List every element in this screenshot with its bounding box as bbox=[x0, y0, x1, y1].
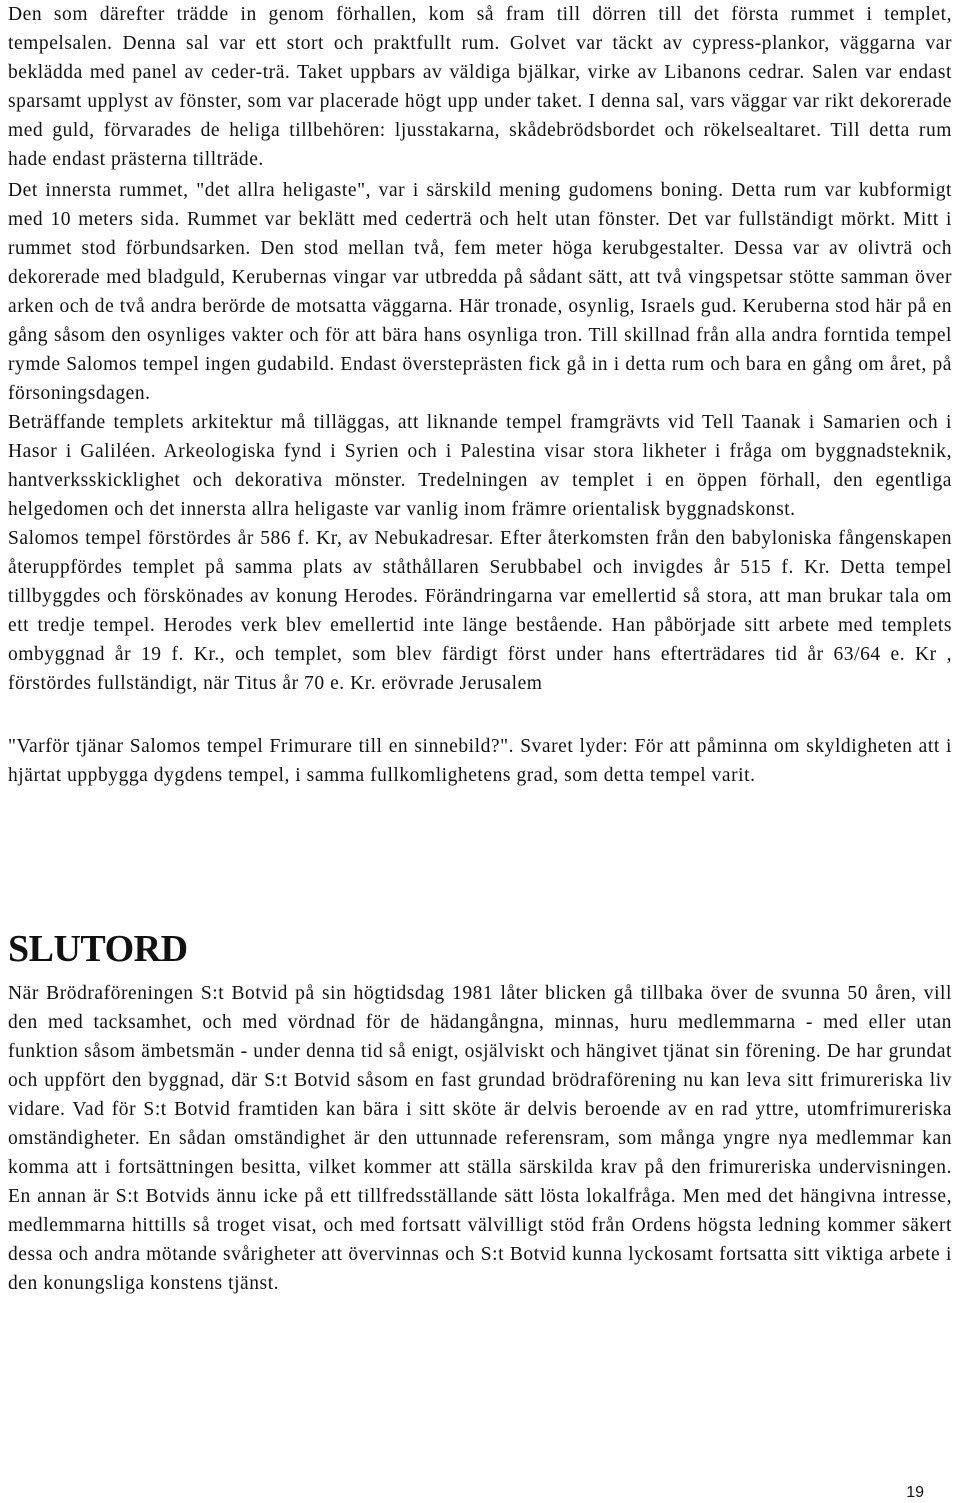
page-number: 19 bbox=[906, 1484, 924, 1501]
paragraph-tempelsalen: Den som därefter trädde in genom förhallen, kom så fram till dörren till det första rummet i templet, tempelsalen. Denna sal var ett stort och praktfullt rum. Golvet var täckt av cypress-plankor, väggarna var beklädda med panel av ceder-trä. Taket uppbars av väldiga bjälkar, virke av Libanons cedrar. Salen var endast sparsamt upplyst av fönster, som var placerade högt upp under taket. I denna sal, vars väggar var rikt dekorerade med guld, förvarades de heliga tillbehören: ljusstakarna, skådebrödsbordet och rökelsealtaret. Till detta rum hade endast prästerna tillträde. bbox=[8, 4, 952, 170]
paragraph-allra-heligaste: Det innersta rummet, "det allra heligaste", var i särskild mening gudomens boning. Detta rum var kubformigt med 10 meters sida. Rummet var beklätt med cederträ och helt utan fönster. Det var fullständigt mörkt. Mitt i rummet stod förbundsarken. Den stod mellan två, fem meter höga kerubgestalter. Dessa var av olivträ och dekorerade med bladguld, Kerubernas vingar var utbredda på sådant sätt, att två vingspetsar stötte samman över arken och de två andra berörde de motsatta väggarna. Här tronade, osynlig, Israels gud. Keruberna stod här på en gång såsom den osynliges vakter och för att bära hans osynliga tron. Till skillnad från alla andra forntida tempel rymde Salomos tempel ingen gudabild. Endast översteprästen fick gå in i detta rum och bara en gång om året, på försoningsdagen. bbox=[8, 180, 952, 404]
paragraph-templets-historia: Salomos tempel förstördes år 586 f. Kr, av Nebukadresar. Efter återkomsten från den babyloniska fångenskapen återuppfördes templet på samma plats av ståthållaren Serubbabel och invigdes år 515 f. Kr. Detta tempel tillbyggdes och förskönades av konung Herodes. Förändringarna var emellertid så stora, att man brukar tala om ett tredje tempel. Herodes verk blev emellertid inte länge bestående. Han påbörjade sitt arbete med templets ombyggnad år 19 f. Kr., och templet, som blev färdigt först under hans efterträdares tid år 63/64 e. Kr , förstördes fullständigt, när Titus år 70 e. Kr. erövrade Jerusalem bbox=[8, 528, 952, 694]
paragraph-arkitektur: Beträffande templets arkitektur må tilläggas, att liknande tempel framgrävts vid Tell Taanak i Samarien och i Hasor i Galiléen. Arkeologiska fynd i Syrien och i Palestina visar stora likheter i fråga om byggnadsteknik, hantverksskicklighet och dekorativa mönster. Tredelningen av templet i en öppen förhall, den egentliga helgedomen och det innersta allra heligaste var vanlig inom främre orientalisk byggnadskonst. bbox=[8, 412, 952, 520]
paragraph-slutord: När Brödraföreningen S:t Botvid på sin högtidsdag 1981 låter blicken gå tillbaka över de svunna 50 åren, vill den med tacksamhet, och med vördnad för de hädangångna, minnas, huru medlemmarna - med eller utan funktion såsom ämbetsmän - under denna tid så enigt, osjälviskt och hängivet tjänat sin förening. De har grundat och uppfört den byggnad, där S:t Botvid såsom en fast grundad brödraförening nu kan leva sitt frimureriska liv vidare. Vad för S:t Botvid framtiden kan bära i sitt sköte är delvis beroende av en rad yttre, utomfrimureriska omständigheter. En sådan omständighet är den uttunnade referensram, som många yngre nya medlemmar kan komma att i fortsättningen besitta, vilket kommer att ställa särskilda krav på den frimureriska undervisningen. En annan är S:t Botvids ännu icke på ett tillfredsställande sätt lösta lokalfråga. Men med det hängivna intresse, medlemmarna hittills så troget visat, och med fortsatt välvilligt stöd från Ordens högsta ledning kommer säkert dessa och andra mötande svårigheter att övervinnas och S:t Botvid kunna lyckosamt fortsatta sitt viktiga arbete i den konungsliga konstens tjänst. bbox=[8, 983, 952, 1294]
paragraph-sinnebild: "Varför tjänar Salomos tempel Frimurare till en sinnebild?". Svaret lyder: För att påminna om skyldigheten att i hjärtat uppbygga dygdens tempel, i samma fullkomlighetens grad, som detta tempel varit. bbox=[8, 736, 952, 786]
section-heading: SLUTORD bbox=[8, 928, 188, 970]
document-page bbox=[8, 0, 952, 1298]
